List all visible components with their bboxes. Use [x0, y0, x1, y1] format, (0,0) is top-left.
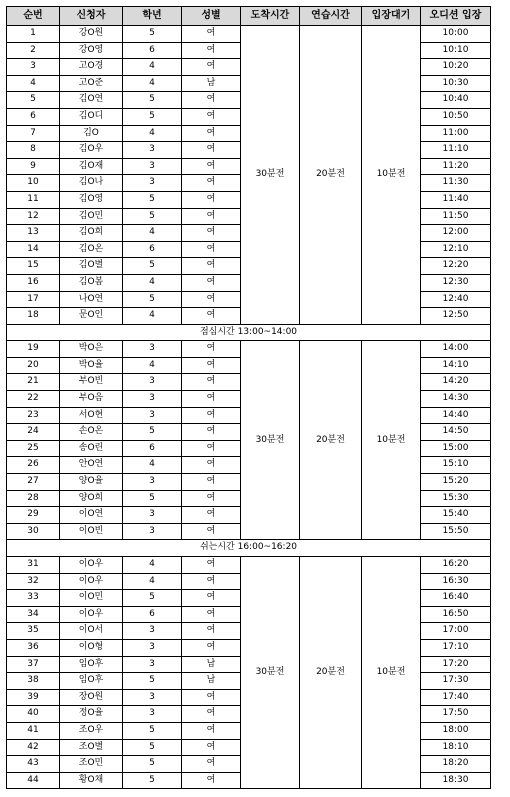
grade: 5	[123, 26, 182, 43]
audition-time: 12:20	[421, 258, 491, 275]
header-wait: 입장대기	[362, 7, 421, 26]
gender: 여	[182, 308, 241, 325]
row-number: 28	[7, 490, 60, 507]
audition-time: 11:00	[421, 125, 491, 142]
grade: 3	[123, 689, 182, 706]
applicant-name: 김O봄	[60, 274, 123, 291]
applicant-name: 김O나	[60, 175, 123, 192]
row-number: 21	[7, 374, 60, 391]
row-number: 39	[7, 689, 60, 706]
gender: 여	[182, 623, 241, 640]
row-number: 38	[7, 673, 60, 690]
gender: 여	[182, 606, 241, 623]
gender: 여	[182, 341, 241, 358]
audition-time: 10:00	[421, 26, 491, 43]
row-number: 22	[7, 391, 60, 408]
row-number: 17	[7, 291, 60, 308]
row-number: 23	[7, 407, 60, 424]
row-number: 2	[7, 42, 60, 59]
gender: 여	[182, 739, 241, 756]
applicant-name: 김O민	[60, 208, 123, 225]
audition-time: 16:50	[421, 606, 491, 623]
gender: 여	[182, 241, 241, 258]
applicant-name: 김O온	[60, 241, 123, 258]
header-row	[7, 7, 491, 26]
applicant-name: 이O서	[60, 623, 123, 640]
applicant-name: 김O희	[60, 225, 123, 242]
audition-time: 18:00	[421, 722, 491, 739]
row-number: 43	[7, 756, 60, 773]
audition-time: 12:00	[421, 225, 491, 242]
header-gender: 성별	[182, 7, 241, 26]
audition-time: 16:20	[421, 557, 491, 574]
audition-time: 15:10	[421, 457, 491, 474]
gender: 여	[182, 158, 241, 175]
grade: 3	[123, 158, 182, 175]
row-number: 7	[7, 125, 60, 142]
gender: 여	[182, 590, 241, 607]
applicant-name: 김O재	[60, 158, 123, 175]
row-number: 37	[7, 656, 60, 673]
gender: 여	[182, 291, 241, 308]
audition-time: 17:50	[421, 706, 491, 723]
applicant-name: 손O온	[60, 424, 123, 441]
applicant-name: 고O준	[60, 75, 123, 92]
grade: 5	[123, 590, 182, 607]
arrival-time: 30분전	[241, 26, 300, 325]
gender: 여	[182, 374, 241, 391]
gender: 여	[182, 722, 241, 739]
gender: 여	[182, 756, 241, 773]
row-number: 36	[7, 639, 60, 656]
applicant-name: 정O율	[60, 706, 123, 723]
grade: 5	[123, 92, 182, 109]
row-number: 29	[7, 507, 60, 524]
applicant-name: 강O원	[60, 26, 123, 43]
grade: 3	[123, 341, 182, 358]
gender: 여	[182, 274, 241, 291]
row-number: 10	[7, 175, 60, 192]
gender: 여	[182, 772, 241, 789]
header-applicant: 신청자	[60, 7, 123, 26]
applicant-name: 이O우	[60, 606, 123, 623]
grade: 5	[123, 258, 182, 275]
audition-time: 18:10	[421, 739, 491, 756]
audition-time: 14:00	[421, 341, 491, 358]
row-number: 13	[7, 225, 60, 242]
applicant-name: 이O우	[60, 557, 123, 574]
grade: 5	[123, 490, 182, 507]
break-row	[7, 540, 491, 557]
row-number: 30	[7, 523, 60, 540]
row-number: 16	[7, 274, 60, 291]
practice-time: 20분전	[300, 557, 362, 789]
applicant-name: 조O우	[60, 722, 123, 739]
gender: 남	[182, 673, 241, 690]
audition-time: 14:40	[421, 407, 491, 424]
header-practice: 연습시간	[300, 7, 362, 26]
grade: 3	[123, 706, 182, 723]
gender: 여	[182, 440, 241, 457]
gender: 여	[182, 689, 241, 706]
audition-time: 15:30	[421, 490, 491, 507]
grade: 5	[123, 722, 182, 739]
applicant-name: 박O은	[60, 341, 123, 358]
grade: 5	[123, 756, 182, 773]
gender: 여	[182, 424, 241, 441]
applicant-name: 황O채	[60, 772, 123, 789]
row-number: 35	[7, 623, 60, 640]
row-number: 11	[7, 191, 60, 208]
applicant-name: 이O우	[60, 573, 123, 590]
applicant-name: 김O별	[60, 258, 123, 275]
applicant-name: 조O별	[60, 739, 123, 756]
entry-wait: 10분전	[362, 26, 421, 325]
row-number: 41	[7, 722, 60, 739]
audition-time: 17:40	[421, 689, 491, 706]
practice-time: 20분전	[300, 341, 362, 540]
audition-time: 11:10	[421, 142, 491, 159]
applicant-name: 임O후	[60, 656, 123, 673]
header-audition-entry: 오디션 입장	[421, 7, 491, 26]
gender: 여	[182, 490, 241, 507]
row-number: 40	[7, 706, 60, 723]
audition-time: 15:50	[421, 523, 491, 540]
applicant-name: 고O경	[60, 59, 123, 76]
audition-time: 14:50	[421, 424, 491, 441]
grade: 3	[123, 142, 182, 159]
applicant-name: 부O빈	[60, 374, 123, 391]
gender: 여	[182, 258, 241, 275]
audition-time: 15:20	[421, 474, 491, 491]
gender: 여	[182, 175, 241, 192]
audition-time: 18:30	[421, 772, 491, 789]
gender: 여	[182, 557, 241, 574]
gender: 여	[182, 457, 241, 474]
gender: 여	[182, 639, 241, 656]
audition-time: 17:00	[421, 623, 491, 640]
gender: 여	[182, 391, 241, 408]
gender: 여	[182, 108, 241, 125]
applicant-name: 안O연	[60, 457, 123, 474]
entry-wait: 10분전	[362, 341, 421, 540]
grade: 5	[123, 108, 182, 125]
row-number: 4	[7, 75, 60, 92]
audition-time: 17:30	[421, 673, 491, 690]
practice-time: 20분전	[300, 26, 362, 325]
row-number: 42	[7, 739, 60, 756]
grade: 6	[123, 440, 182, 457]
entry-wait: 10분전	[362, 557, 421, 789]
grade: 4	[123, 274, 182, 291]
gender: 여	[182, 573, 241, 590]
audition-schedule-table	[6, 6, 491, 789]
grade: 3	[123, 391, 182, 408]
arrival-time: 30분전	[241, 341, 300, 540]
grade: 3	[123, 175, 182, 192]
audition-time: 15:00	[421, 440, 491, 457]
grade: 6	[123, 606, 182, 623]
gender: 여	[182, 507, 241, 524]
row-number: 24	[7, 424, 60, 441]
audition-time: 10:20	[421, 59, 491, 76]
row-number: 25	[7, 440, 60, 457]
applicant-name: 김O연	[60, 92, 123, 109]
audition-time: 11:50	[421, 208, 491, 225]
gender: 여	[182, 59, 241, 76]
row-number: 31	[7, 557, 60, 574]
row-number: 12	[7, 208, 60, 225]
grade: 4	[123, 308, 182, 325]
audition-time: 10:30	[421, 75, 491, 92]
row-number: 19	[7, 341, 60, 358]
grade: 3	[123, 507, 182, 524]
applicant-name: 이O형	[60, 639, 123, 656]
row-number: 3	[7, 59, 60, 76]
audition-time: 16:40	[421, 590, 491, 607]
audition-time: 11:40	[421, 191, 491, 208]
break-row	[7, 324, 491, 341]
grade: 4	[123, 457, 182, 474]
table-row	[7, 557, 491, 574]
row-number: 6	[7, 108, 60, 125]
audition-time: 16:30	[421, 573, 491, 590]
applicant-name: 장O원	[60, 689, 123, 706]
gender: 여	[182, 208, 241, 225]
applicant-name: 이O연	[60, 507, 123, 524]
row-number: 18	[7, 308, 60, 325]
gender: 여	[182, 706, 241, 723]
grade: 3	[123, 523, 182, 540]
grade: 3	[123, 407, 182, 424]
gender: 여	[182, 523, 241, 540]
audition-time: 15:40	[421, 507, 491, 524]
applicant-name: 나O연	[60, 291, 123, 308]
break-label: 쉬는시간 16:00~16:20	[7, 540, 491, 557]
audition-time: 12:40	[421, 291, 491, 308]
header-grade: 학년	[123, 7, 182, 26]
grade: 5	[123, 291, 182, 308]
gender: 여	[182, 125, 241, 142]
applicant-name: 부O음	[60, 391, 123, 408]
grade: 3	[123, 474, 182, 491]
audition-time: 11:30	[421, 175, 491, 192]
gender: 여	[182, 225, 241, 242]
grade: 3	[123, 374, 182, 391]
grade: 5	[123, 739, 182, 756]
applicant-name: 조O민	[60, 756, 123, 773]
grade: 5	[123, 208, 182, 225]
audition-time: 10:40	[421, 92, 491, 109]
row-number: 8	[7, 142, 60, 159]
audition-time: 12:30	[421, 274, 491, 291]
header-arrival: 도착시간	[241, 7, 300, 26]
gender: 여	[182, 26, 241, 43]
audition-time: 17:20	[421, 656, 491, 673]
applicant-name: 서O현	[60, 407, 123, 424]
audition-time: 14:10	[421, 357, 491, 374]
gender: 여	[182, 407, 241, 424]
row-number: 1	[7, 26, 60, 43]
grade: 5	[123, 191, 182, 208]
audition-time: 10:10	[421, 42, 491, 59]
row-number: 32	[7, 573, 60, 590]
grade: 6	[123, 241, 182, 258]
row-number: 20	[7, 357, 60, 374]
row-number: 9	[7, 158, 60, 175]
gender: 여	[182, 142, 241, 159]
grade: 4	[123, 75, 182, 92]
gender: 남	[182, 75, 241, 92]
grade: 4	[123, 357, 182, 374]
gender: 여	[182, 92, 241, 109]
applicant-name: 김O영	[60, 191, 123, 208]
applicant-name: 임O후	[60, 673, 123, 690]
applicant-name: 이O민	[60, 590, 123, 607]
gender: 여	[182, 474, 241, 491]
applicant-name: 문O인	[60, 308, 123, 325]
row-number: 14	[7, 241, 60, 258]
grade: 5	[123, 424, 182, 441]
audition-time: 14:30	[421, 391, 491, 408]
applicant-name: 이O빈	[60, 523, 123, 540]
gender: 여	[182, 357, 241, 374]
audition-time: 11:20	[421, 158, 491, 175]
row-number: 34	[7, 606, 60, 623]
grade: 3	[123, 656, 182, 673]
applicant-name: 강O영	[60, 42, 123, 59]
applicant-name: 박O율	[60, 357, 123, 374]
row-number: 5	[7, 92, 60, 109]
row-number: 44	[7, 772, 60, 789]
arrival-time: 30분전	[241, 557, 300, 789]
table-row	[7, 341, 491, 358]
applicant-name: 양O율	[60, 474, 123, 491]
audition-time: 18:20	[421, 756, 491, 773]
break-label: 점심시간 13:00~14:00	[7, 324, 491, 341]
row-number: 26	[7, 457, 60, 474]
row-number: 27	[7, 474, 60, 491]
audition-time: 17:10	[421, 639, 491, 656]
applicant-name: 김O우	[60, 142, 123, 159]
grade: 4	[123, 573, 182, 590]
gender: 남	[182, 656, 241, 673]
schedule-body	[7, 26, 491, 789]
grade: 3	[123, 639, 182, 656]
grade: 5	[123, 772, 182, 789]
audition-time: 12:50	[421, 308, 491, 325]
applicant-name: 김O	[60, 125, 123, 142]
audition-time: 10:50	[421, 108, 491, 125]
audition-time: 12:10	[421, 241, 491, 258]
grade: 4	[123, 125, 182, 142]
applicant-name: 김O디	[60, 108, 123, 125]
grade: 5	[123, 673, 182, 690]
grade: 4	[123, 59, 182, 76]
grade: 4	[123, 225, 182, 242]
audition-time: 14:20	[421, 374, 491, 391]
header-number: 순번	[7, 7, 60, 26]
gender: 여	[182, 42, 241, 59]
grade: 3	[123, 623, 182, 640]
grade: 6	[123, 42, 182, 59]
applicant-name: 송O린	[60, 440, 123, 457]
table-row	[7, 26, 491, 43]
gender: 여	[182, 191, 241, 208]
row-number: 15	[7, 258, 60, 275]
grade: 4	[123, 557, 182, 574]
row-number: 33	[7, 590, 60, 607]
applicant-name: 양O희	[60, 490, 123, 507]
